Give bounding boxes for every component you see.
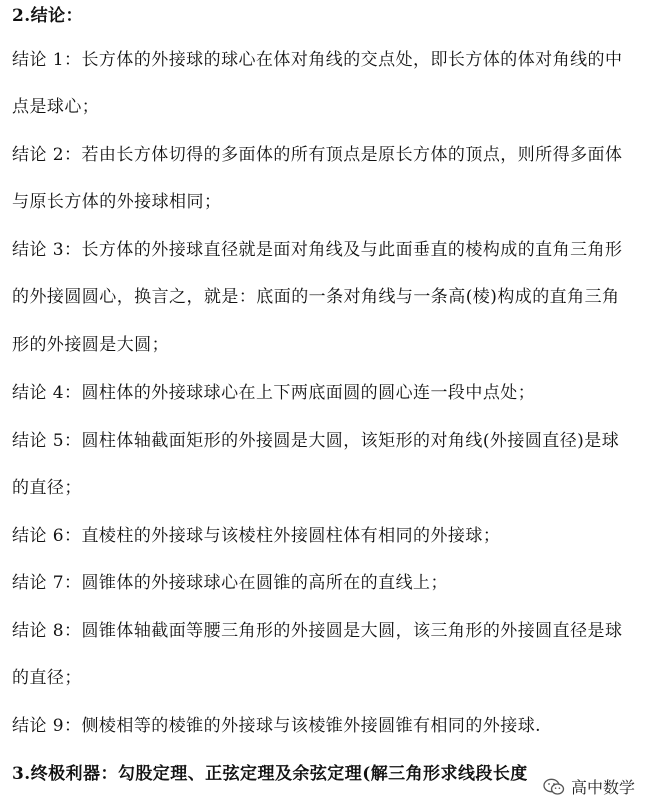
conclusion-5-line-1 (12, 429, 619, 453)
conclusion-7-label: 结论 7： (12, 573, 82, 593)
conclusion-6-label: 结论 6： (12, 526, 82, 546)
conclusion-2-label: 结论 2： (12, 145, 82, 165)
conclusion-1-line-1 (12, 48, 622, 72)
conclusion-5-line-2: 的直径； (12, 478, 82, 498)
conclusion-1-text: 长方体的外接球的球心在体对角线的交点处，即长方体的体对角线的中 (81, 50, 623, 70)
conclusion-8-line-2: 的直径； (12, 668, 82, 688)
watermark-text: 高中数学 (570, 778, 635, 797)
conclusion-6-line-1 (12, 524, 500, 548)
conclusion-8-text: 圆锥体轴截面等腰三角形的外接圆是大圆，该三角形的外接圆直径是球 (81, 621, 623, 641)
section-heading-3: 3.终极利器：勾股定理、正弦定理及余弦定理(解三角形求线段长度 (12, 764, 528, 784)
conclusion-8-label: 结论 8： (12, 621, 82, 641)
conclusion-7-line-1 (12, 571, 448, 595)
conclusion-5-text: 圆柱体轴截面矩形的外接圆是大圆，该矩形的对角线(外接圆直径)是球 (81, 431, 620, 451)
conclusion-3-text: 长方体的外接球直径就是面对角线及与此面垂直的棱构成的直角三角形 (81, 240, 623, 260)
conclusion-5-label: 结论 5： (12, 431, 82, 451)
conclusion-6-text: 直棱柱的外接球与该棱柱外接圆柱体有相同的外接球； (81, 526, 501, 546)
watermark (541, 775, 637, 798)
conclusion-2-line-2: 与原长方体的外接球相同； (12, 192, 222, 212)
conclusion-9-line-1 (12, 714, 541, 738)
wechat-icon (543, 778, 565, 796)
conclusion-3-line-1 (12, 238, 622, 262)
conclusion-1-line-2: 点是球心； (12, 97, 100, 117)
conclusion-1-label: 结论 1： (12, 50, 82, 70)
conclusion-9-label: 结论 9： (12, 716, 82, 736)
conclusion-3-line-3: 形的外接圆是大圆； (12, 335, 170, 355)
conclusion-4-label: 结论 4： (12, 383, 82, 403)
conclusion-2-text: 若由长方体切得的多面体的所有顶点是原长方体的顶点，则所得多面体 (81, 145, 623, 165)
conclusion-3-label: 结论 3： (12, 240, 82, 260)
conclusion-2-line-1 (12, 143, 622, 167)
conclusion-9-text: 侧棱相等的棱锥的外接球与该棱锥外接圆锥有相同的外接球. (81, 716, 542, 736)
conclusion-7-text: 圆锥体的外接球球心在圆锥的高所在的直线上； (81, 573, 448, 593)
conclusion-8-line-1 (12, 619, 622, 643)
conclusion-4-text: 圆柱体的外接球球心在上下两底面圆的圆心连一段中点处； (81, 383, 536, 403)
conclusion-4-line-1 (12, 381, 535, 405)
conclusion-3-line-2: 的外接圆圆心，换言之，就是：底面的一条对角线与一条高(棱)构成的直角三角 (12, 287, 620, 307)
section-heading-2: 2.结论： (12, 6, 83, 26)
